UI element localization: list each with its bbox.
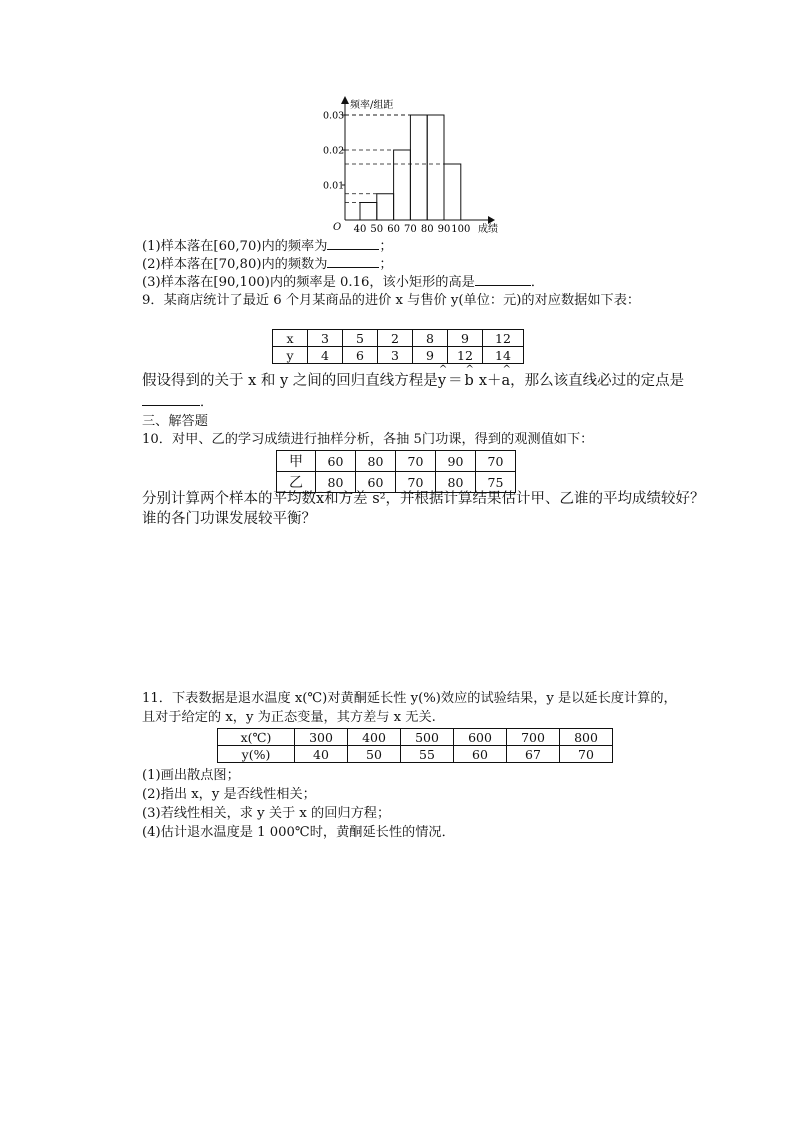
x-tick-label: 60 <box>387 224 400 235</box>
q9-regression-line <box>142 364 685 390</box>
histogram-y-title: 频率/组距 <box>350 100 394 111</box>
y-hat <box>437 364 448 390</box>
x-tick-label: 40 <box>353 224 367 235</box>
q10-text: 10．对甲、乙的学习成绩进行抽样分析，各抽 5门功课，得到的观测值如下： <box>142 432 594 447</box>
histogram-bar <box>360 203 377 221</box>
q10-question-1: 分别计算两个样本的平均数x̄和方差 s²，并根据计算结果估计甲、乙谁的平均成绩较好？ <box>142 491 705 507</box>
y-tick-label: 0.01 <box>323 180 345 192</box>
table-cell: 75 <box>476 472 516 493</box>
eq-a: a <box>501 373 511 389</box>
table-cell: 60 <box>356 472 396 493</box>
table-cell: 12 <box>448 347 483 364</box>
x-tick-label: 70 <box>404 224 417 235</box>
q8-part-3 <box>142 273 544 292</box>
eq-equals: ＝ <box>448 373 463 389</box>
table-cell: 90 <box>436 451 476 472</box>
hat-mark: ^ <box>502 364 511 375</box>
q8-part-1 <box>142 237 393 256</box>
hat-mark: ^ <box>438 364 448 375</box>
x-tick-label: 90 <box>437 224 451 235</box>
table-cell: 8 <box>413 330 448 347</box>
q11-table <box>217 728 613 763</box>
table-row <box>218 729 613 746</box>
x-axis-arrow <box>488 216 495 224</box>
table-cell: 80 <box>356 451 396 472</box>
table-cell: 70 <box>560 746 613 763</box>
table-cell: 67 <box>507 746 560 763</box>
q8-part-2 <box>142 255 393 274</box>
table-cell: 300 <box>295 729 348 746</box>
table-cell: 80 <box>436 472 476 493</box>
q8-part-1-text: (1)样本落在[60,70)内的频率为 <box>142 239 328 254</box>
y-axis-arrow <box>341 96 349 104</box>
eq-y: y <box>437 373 447 389</box>
y-tick-label: 0.03 <box>323 110 345 122</box>
punct: ； <box>379 239 393 254</box>
b-hat <box>464 364 474 390</box>
table-cell: 500 <box>401 729 454 746</box>
table-cell: x(℃) <box>218 729 295 746</box>
q11-text-2: 且对于给定的 x，y 为正态变量，其方差与 x 无关. <box>142 710 436 725</box>
table-cell: 甲 <box>277 451 316 472</box>
histogram-bar <box>394 150 411 220</box>
table-cell: 400 <box>348 729 401 746</box>
q9-text: 9．某商店统计了最近 6 个月某商品的进价 x 与售价 y(单位：元)的对应数据如下表： <box>142 293 641 308</box>
table-cell: 4 <box>308 347 343 364</box>
q9-text-b: ，那么该直线必过的定点是 <box>510 373 685 389</box>
table-cell: x <box>273 330 308 347</box>
answer-blank[interactable] <box>475 273 531 286</box>
histogram-origin: O <box>333 222 342 233</box>
punct: ． <box>530 275 545 290</box>
q11-sub-1: (1)画出散点图； <box>142 768 240 783</box>
table-cell: 2 <box>378 330 413 347</box>
q11-text-1: 11．下表数据是退水温度 x(℃)对黄酮延长性 y(%)效应的试验结果，y 是以延长度计算的， <box>142 691 677 706</box>
eq-x: x＋ <box>478 373 502 389</box>
table-cell: 700 <box>507 729 560 746</box>
histogram-bar <box>410 115 427 220</box>
table-cell: 14 <box>483 347 524 364</box>
q11-sub-4: (4)估计退水温度是 1 000℃时，黄酮延长性的情况． <box>142 825 455 840</box>
q10-table <box>276 450 516 493</box>
table-cell: 60 <box>454 746 507 763</box>
q11-sub-2: (2)指出 x，y 是否线性相关； <box>142 787 316 802</box>
q9-table <box>272 329 524 364</box>
section-heading: 三、解答题 <box>142 414 208 429</box>
x-tick-label: 50 <box>370 224 384 235</box>
table-row <box>273 347 524 364</box>
q8-part-2-text: (2)样本落在[70,80)内的频数为 <box>142 257 328 272</box>
table-cell: 80 <box>316 472 356 493</box>
hat-mark: ^ <box>465 364 474 375</box>
punct: ； <box>379 257 393 272</box>
table-cell: y(%) <box>218 746 295 763</box>
table-cell: 乙 <box>277 472 316 493</box>
a-hat <box>501 364 511 390</box>
histogram-bar <box>377 194 394 220</box>
table-row <box>273 330 524 347</box>
punct: ． <box>200 395 214 410</box>
table-cell: 9 <box>413 347 448 364</box>
table-cell: 800 <box>560 729 613 746</box>
histogram-x-title: 成绩 <box>478 224 498 235</box>
table-cell: 3 <box>378 347 413 364</box>
table-cell: 9 <box>448 330 483 347</box>
table-cell: 5 <box>343 330 378 347</box>
table-cell: 600 <box>454 729 507 746</box>
table-cell: 70 <box>396 472 436 493</box>
x-tick-label: 100 <box>451 224 471 235</box>
table-cell: 70 <box>476 451 516 472</box>
histogram-bar <box>427 115 444 220</box>
table-row <box>277 451 516 472</box>
q9-answer-line <box>142 393 213 412</box>
eq-b: b <box>464 373 474 389</box>
table-cell: 3 <box>308 330 343 347</box>
answer-blank[interactable] <box>142 393 200 406</box>
answer-blank[interactable] <box>327 255 379 268</box>
table-row <box>218 746 613 763</box>
table-cell: 40 <box>295 746 348 763</box>
table-cell: 60 <box>316 451 356 472</box>
y-tick-label: 0.02 <box>323 145 345 157</box>
histogram-bar <box>444 164 461 220</box>
q9-text-a: 假设得到的关于 x 和 y 之间的回归直线方程是 <box>142 373 438 389</box>
table-cell: 55 <box>401 746 454 763</box>
table-cell: 6 <box>343 347 378 364</box>
q11-sub-3: (3)若线性相关，求 y 关于 x 的回归方程； <box>142 806 391 821</box>
q10-question-2: 谁的各门功课发展较平衡？ <box>142 511 316 527</box>
table-cell: y <box>273 347 308 364</box>
table-cell: 70 <box>396 451 436 472</box>
answer-blank[interactable] <box>327 237 379 250</box>
table-cell: 50 <box>348 746 401 763</box>
q8-part-3-text: (3)样本落在[90,100)内的频率是 0.16，该小矩形的高是 <box>142 275 475 290</box>
table-cell: 12 <box>483 330 524 347</box>
x-tick-label: 80 <box>420 224 434 235</box>
